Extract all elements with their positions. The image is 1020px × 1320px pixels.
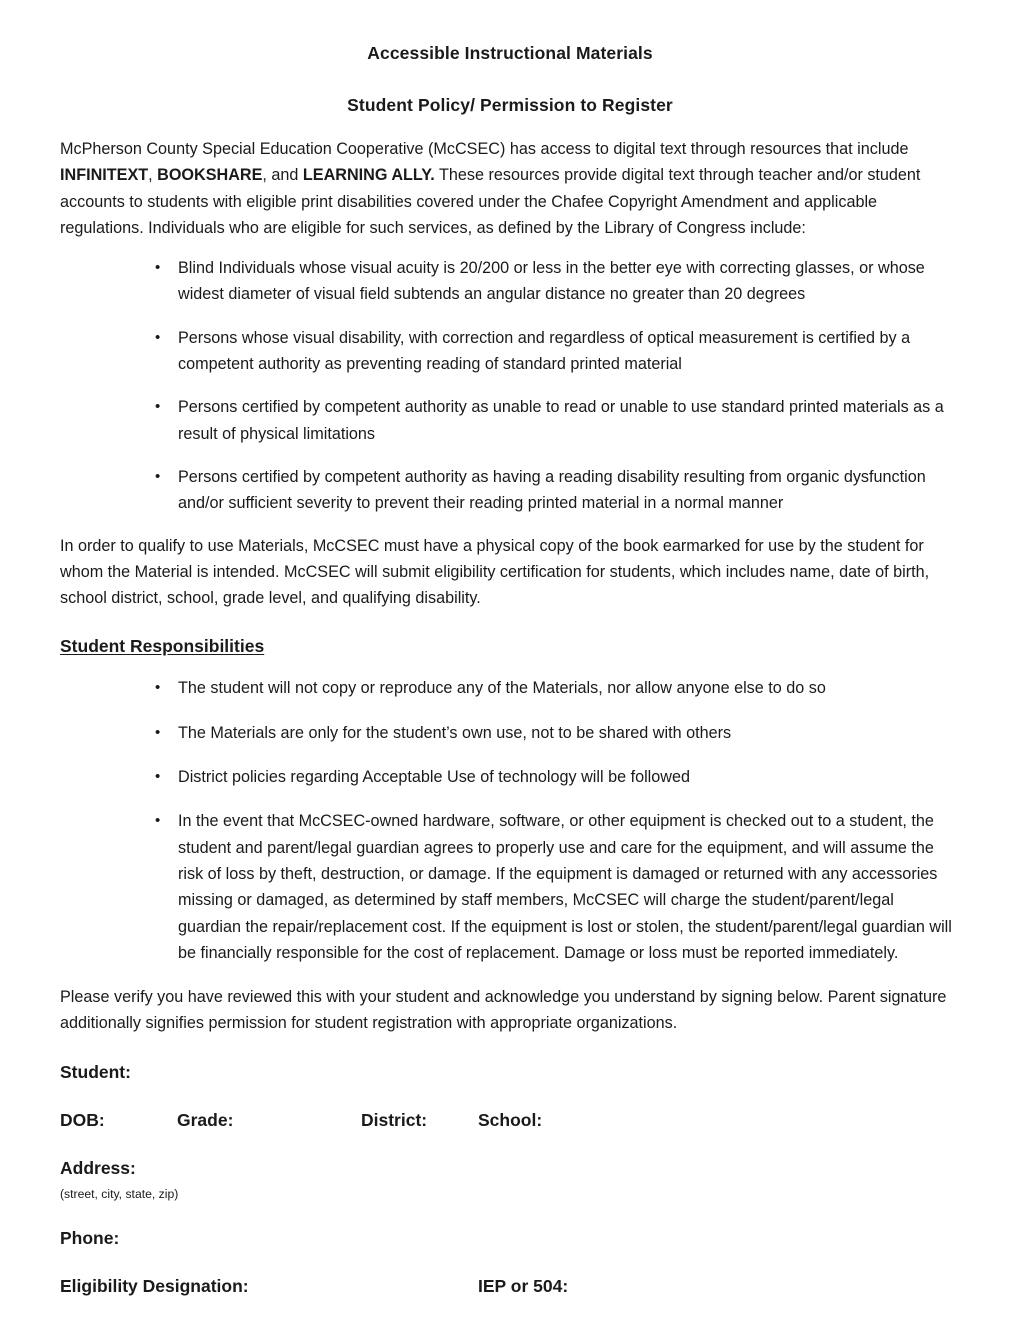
dob-grade-district-school-row bbox=[60, 1107, 960, 1133]
district-label: District: bbox=[361, 1109, 428, 1130]
list-item-text: In the event that McCSEC-owned hardware, software, or other equipment is checked out to a student, the student and parent/legal guardian agrees to properly use and care for the equipment, and will assume the risk of loss by theft, destruction, or damage. If the equipment is damaged or returned with any accessories missing or damaged, as determined by staff members, McCSEC will charge the student/parent/legal guardian the repair/replacement cost. If the equipment is lost or stolen, the student/parent/legal guardian will be financially responsible for the cost of replacement. Damage or loss must be reported immediately. bbox=[178, 812, 952, 962]
list-item-text: Persons whose visual disability, with correction and regardless of optical measurement is certified by a competent authority as preventing reading of standard printed material bbox=[178, 328, 911, 374]
iep-or-504-label: IEP or 504: bbox=[478, 1275, 569, 1296]
intro-part2: These resources provide digital text through teacher and/or student accounts to students with eligible print disabilities covered under the Chafee Copyright Amendment and applicable regulations. Individuals who are eligible for such services, as defined by the Library of Congress include: bbox=[60, 166, 921, 237]
intro-sep2: , and bbox=[262, 166, 303, 185]
student-responsibilities-heading bbox=[60, 633, 960, 659]
address-format-hint: (street, city, state, zip) bbox=[60, 1186, 179, 1201]
student-name-label: Student: bbox=[60, 1061, 131, 1082]
eligibility-designation-label: Eligibility Designation: bbox=[60, 1275, 249, 1296]
list-item bbox=[60, 720, 960, 746]
resource-infinitext: INFINITEXT bbox=[60, 166, 149, 185]
bullet-icon: • bbox=[155, 467, 161, 485]
list-item bbox=[60, 464, 960, 517]
list-item-text: Persons certified by competent authority as having a reading disability resulting from organic dysfunction and/or sufficient severity to prevent their reading printed material in a normal manner bbox=[178, 467, 926, 513]
verify-paragraph: Please verify you have reviewed this with your student and acknowledge you understand by signing below. Parent signature additionally signifies permission for student registration with appropriate organizations. bbox=[60, 988, 947, 1033]
list-item bbox=[60, 808, 960, 966]
list-item bbox=[60, 255, 960, 308]
qualify-paragraph: In order to qualify to use Materials, McCSEC must have a physical copy of the book earmarked for use by the student for whom the Material is intended. McCSEC will submit eligibility certification for students, which includes name, date of birth, school district, school, grade level, and qualifying disability. bbox=[60, 536, 930, 608]
list-item-text: Blind Individuals whose visual acuity is 20/200 or less in the better eye with correcting glasses, or whose widest diameter of visual field subtends an angular distance no greater than 20 degrees bbox=[178, 259, 925, 304]
bullet-icon: • bbox=[155, 679, 161, 697]
address-label: Address: bbox=[60, 1157, 136, 1178]
student-information-form bbox=[60, 1059, 960, 1299]
list-item bbox=[60, 675, 960, 701]
resource-learning-ally: LEARNING ALLY. bbox=[302, 166, 435, 185]
bullet-icon: • bbox=[155, 812, 161, 830]
list-item bbox=[60, 764, 960, 790]
intro-paragraph bbox=[60, 136, 960, 241]
bullet-icon: • bbox=[155, 259, 161, 277]
list-item bbox=[60, 325, 960, 378]
eligibility-bullet-list bbox=[60, 255, 960, 516]
bullet-icon: • bbox=[155, 768, 161, 786]
student-responsibilities-heading-text: Student Responsibilities bbox=[60, 636, 265, 657]
student-name-row bbox=[60, 1059, 960, 1085]
list-item-text: District policies regarding Acceptable Use of technology will be followed bbox=[178, 768, 690, 787]
list-item-text: The student will not copy or reproduce any of the Materials, nor allow anyone else to do so bbox=[178, 679, 826, 698]
responsibilities-bullet-list bbox=[60, 675, 960, 966]
address-row bbox=[60, 1155, 960, 1181]
page-subtitle: Student Policy/ Permission to Register bbox=[347, 95, 673, 115]
phone-label: Phone: bbox=[60, 1227, 120, 1248]
school-label: School: bbox=[478, 1109, 543, 1130]
phone-row bbox=[60, 1225, 960, 1251]
intro-sep1: , bbox=[148, 166, 158, 185]
bullet-icon: • bbox=[155, 328, 161, 346]
bullet-icon: • bbox=[155, 723, 161, 741]
list-item-text: Persons certified by competent authority as unable to read or unable to use standard printed materials as a result of physical limitations bbox=[178, 398, 944, 443]
dob-label: DOB: bbox=[60, 1109, 105, 1130]
list-item-text: The Materials are only for the student’s own use, not to be shared with others bbox=[178, 723, 732, 742]
eligibility-designation-row bbox=[60, 1273, 960, 1299]
grade-label: Grade: bbox=[177, 1109, 234, 1130]
resource-bookshare: BOOKSHARE bbox=[157, 166, 263, 185]
intro-part1: McPherson County Special Education Cooperative (McCSEC) has access to digital text through resources that include bbox=[60, 140, 909, 158]
bullet-icon: • bbox=[155, 398, 161, 416]
page-title: Accessible Instructional Materials bbox=[367, 43, 653, 63]
list-item bbox=[60, 394, 960, 447]
